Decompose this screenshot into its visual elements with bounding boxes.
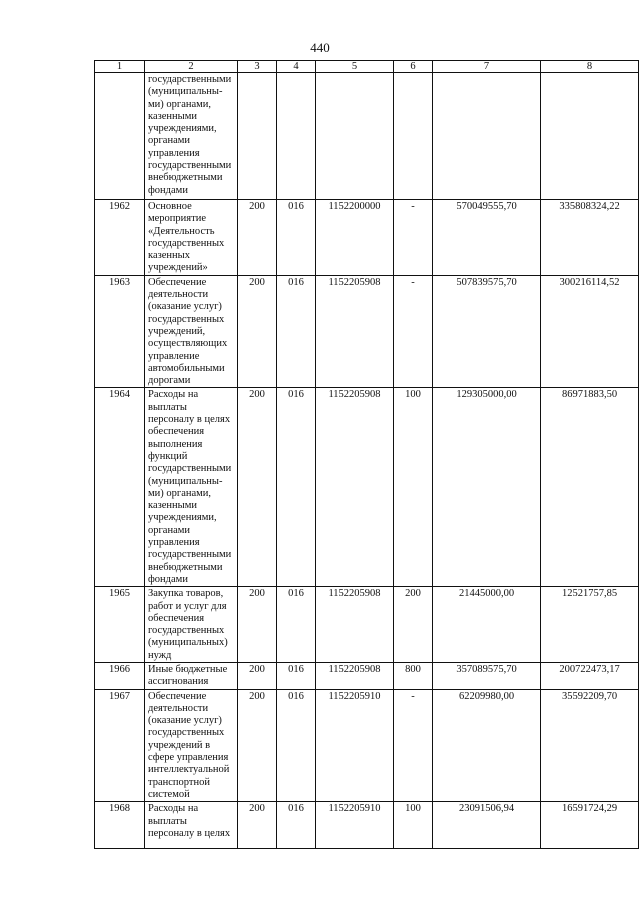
row-col-5: 1152205910 <box>316 689 394 802</box>
budget-table <box>94 60 639 849</box>
row-col-7: 570049555,70 <box>433 200 541 276</box>
header-col-2: 2 <box>145 61 238 73</box>
row-number: 1964 <box>95 388 145 587</box>
row-col-3: 200 <box>238 275 277 388</box>
row-number: 1962 <box>95 200 145 276</box>
header-col-8: 8 <box>541 61 639 73</box>
row-number: 1967 <box>95 689 145 802</box>
row-col-7: 62209980,00 <box>433 689 541 802</box>
header-col-3: 3 <box>238 61 277 73</box>
row-name: государственными (муниципальны-ми) органами, казенными учреждениями, органами управления государственными внебюджетными фондами <box>145 73 238 200</box>
row-col-4: 016 <box>277 587 316 663</box>
row-number: 1968 <box>95 802 145 849</box>
table-row <box>95 802 639 849</box>
row-col-5: 1152205908 <box>316 662 394 689</box>
table-row <box>95 275 639 388</box>
row-col-3 <box>238 73 277 200</box>
row-name: Расходы на выплаты персоналу в целях <box>145 802 238 849</box>
row-col-6 <box>394 73 433 200</box>
row-col-3: 200 <box>238 388 277 587</box>
row-col-6: - <box>394 689 433 802</box>
row-col-6: 100 <box>394 802 433 849</box>
row-name: Расходы на выплаты персоналу в целях обеспечения выполнения функций государственными (муниципальны-ми) органами, казенными учреждениями, органами управления государственными внебюджетными фондами <box>145 388 238 587</box>
row-col-8: 200722473,17 <box>541 662 639 689</box>
row-col-5: 1152205910 <box>316 802 394 849</box>
row-name: Иные бюджетные ассигнования <box>145 662 238 689</box>
table-row <box>95 73 639 200</box>
row-col-7: 507839575,70 <box>433 275 541 388</box>
table-header-row <box>95 61 639 73</box>
row-number: 1963 <box>95 275 145 388</box>
row-col-4: 016 <box>277 689 316 802</box>
row-col-3: 200 <box>238 662 277 689</box>
row-col-8: 12521757,85 <box>541 587 639 663</box>
table-row <box>95 662 639 689</box>
row-col-4: 016 <box>277 388 316 587</box>
row-col-3: 200 <box>238 200 277 276</box>
table-row <box>95 689 639 802</box>
row-name: Закупка товаров, работ и услуг для обеспечения государственных (муниципальных) нужд <box>145 587 238 663</box>
row-col-6: - <box>394 275 433 388</box>
row-col-5: 1152205908 <box>316 388 394 587</box>
table-row <box>95 200 639 276</box>
row-col-7 <box>433 73 541 200</box>
row-number <box>95 73 145 200</box>
row-col-3: 200 <box>238 587 277 663</box>
header-col-7: 7 <box>433 61 541 73</box>
row-col-4: 016 <box>277 662 316 689</box>
row-col-4: 016 <box>277 275 316 388</box>
row-col-7: 23091506,94 <box>433 802 541 849</box>
row-col-6: 800 <box>394 662 433 689</box>
row-col-8: 300216114,52 <box>541 275 639 388</box>
row-col-4: 016 <box>277 802 316 849</box>
row-col-7: 129305000,00 <box>433 388 541 587</box>
row-col-3: 200 <box>238 802 277 849</box>
page-number: 440 <box>310 40 330 55</box>
row-number: 1965 <box>95 587 145 663</box>
row-col-6: 100 <box>394 388 433 587</box>
row-col-8 <box>541 73 639 200</box>
row-col-7: 357089575,70 <box>433 662 541 689</box>
row-name: Обеспечение деятельности (оказание услуг) государственных учреждений, осуществляющих управление автомобильными дорогами <box>145 275 238 388</box>
row-col-8: 335808324,22 <box>541 200 639 276</box>
header-col-6: 6 <box>394 61 433 73</box>
row-col-6: - <box>394 200 433 276</box>
row-col-8: 35592209,70 <box>541 689 639 802</box>
row-col-4 <box>277 73 316 200</box>
row-number: 1966 <box>95 662 145 689</box>
row-col-8: 16591724,29 <box>541 802 639 849</box>
header-col-4: 4 <box>277 61 316 73</box>
header-col-5: 5 <box>316 61 394 73</box>
row-col-8: 86971883,50 <box>541 388 639 587</box>
row-name: Основное мероприятие «Деятельность государственных казенных учреждений» <box>145 200 238 276</box>
row-col-5: 1152200000 <box>316 200 394 276</box>
row-col-7: 21445000,00 <box>433 587 541 663</box>
row-col-5 <box>316 73 394 200</box>
row-col-5: 1152205908 <box>316 587 394 663</box>
row-col-5: 1152205908 <box>316 275 394 388</box>
row-col-4: 016 <box>277 200 316 276</box>
row-name: Обеспечение деятельности (оказание услуг) государственных учреждений в сфере управления интеллектуальной транспортной системой <box>145 689 238 802</box>
row-col-6: 200 <box>394 587 433 663</box>
table-row <box>95 587 639 663</box>
header-col-1: 1 <box>95 61 145 73</box>
table-row <box>95 388 639 587</box>
row-col-3: 200 <box>238 689 277 802</box>
